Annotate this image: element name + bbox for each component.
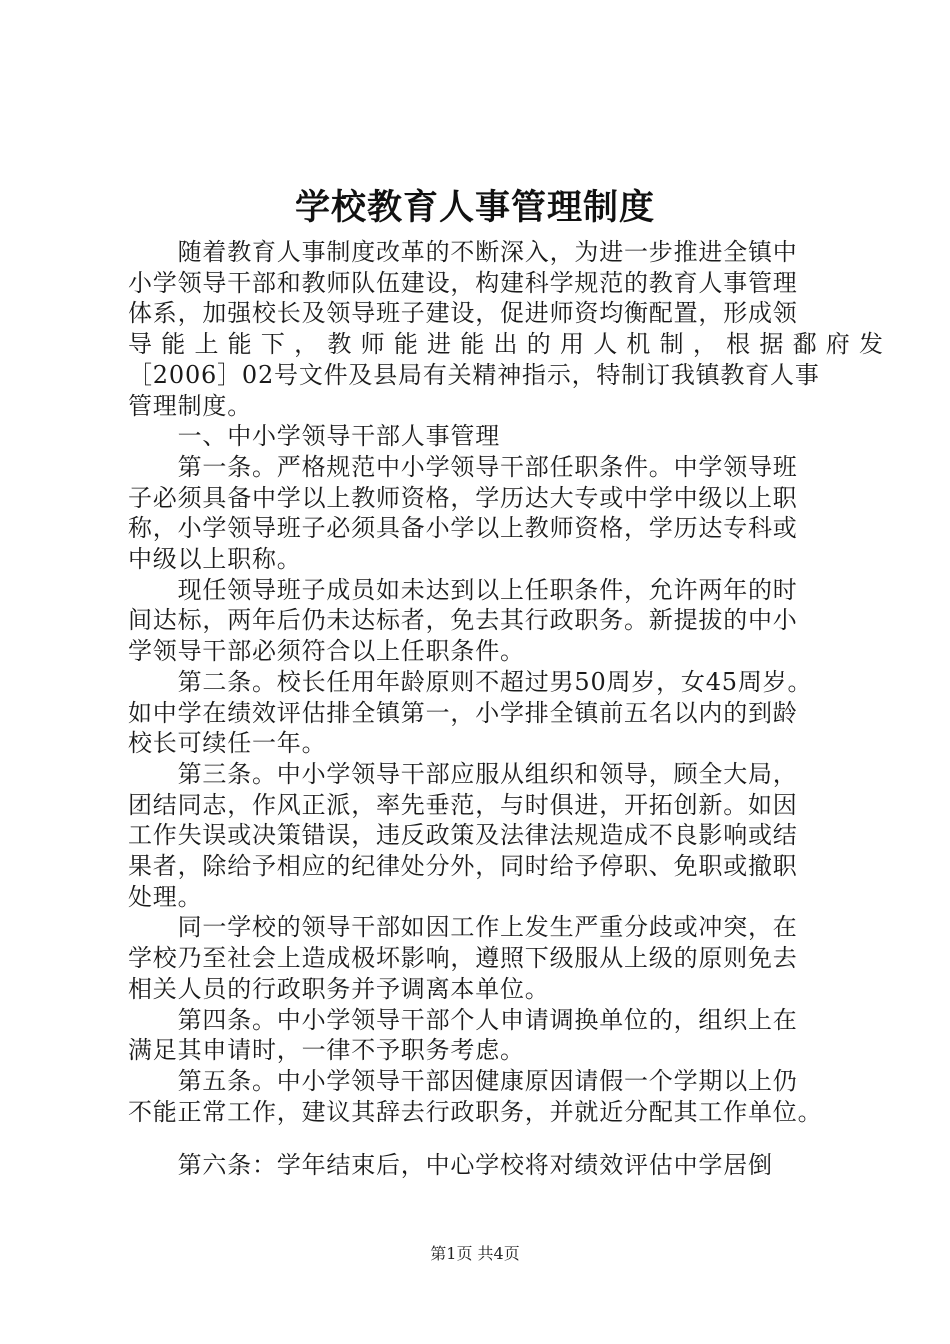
body-line: 学校乃至社会上造成极坏影响，遵照下级服从上级的原则免去: [128, 944, 798, 973]
body-line: 子必须具备中学以上教师资格，学历达大专或中学中级以上职: [128, 483, 798, 512]
body-line: 随着教育人事制度改革的不断深入，为进一步推进全镇中: [128, 238, 798, 266]
body-line: 如中学在绩效评估排全镇第一，小学排全镇前五名以内的到龄: [128, 698, 798, 727]
body-line: 学领导干部必须符合以上任职条件。: [128, 637, 525, 666]
body-line: 第二条。校长任用年龄原则不超过男50周岁，女45周岁。: [128, 667, 813, 696]
body-line: 第四条。中小学领导干部个人申请调换单位的，组织上在: [128, 1005, 798, 1034]
body-line: 处理。: [128, 882, 203, 911]
body-line: 团结同志，作风正派，率先垂范，与时俱进，开拓创新。如因: [128, 790, 798, 819]
body-line: 同一学校的领导干部如因工作上发生严重分歧或冲突，在: [128, 913, 798, 942]
body-line: ［2006］02号文件及县局有关精神指示，特制订我镇教育人事: [128, 360, 820, 389]
body-line: 小学领导干部和教师队伍建设，构建科学规范的教育人事管理: [128, 268, 798, 297]
body-line: 中级以上职称。: [128, 545, 302, 573]
body-line: 满足其申请时，一律不予职务考虑。: [128, 1036, 525, 1065]
body-line: 不能正常工作，建议其辞去行政职务，并就近分配其工作单位。: [128, 1097, 823, 1126]
trailing-line: 第六条：学年结束后，中心学校将对绩效评估中学居倒: [128, 1151, 773, 1179]
body-line: 间达标，两年后仍未达标者，免去其行政职务。新提拔的中小: [128, 606, 798, 635]
body-line: 称，小学领导班子必须具备小学以上教师资格，学历达专科或: [128, 514, 798, 543]
body-line: 导 能 上 能 下 ， 教 师 能 进 能 出 的 用 人 机 制 ， 根 据 鄱 府 发: [128, 330, 884, 359]
body-line: 相关人员的行政职务并予调离本单位。: [128, 974, 550, 1003]
section-heading: 一、中小学领导干部人事管理: [128, 422, 500, 451]
body-line: 果者，除给予相应的纪律处分外，同时给予停职、免职或撤职: [128, 852, 798, 880]
body-line: 第三条。中小学领导干部应服从组织和领导，顾全大局，: [128, 759, 798, 788]
body-line: 第五条。中小学领导干部因健康原因请假一个学期以上仍: [128, 1066, 798, 1095]
page-indicator: 第1页 共4页: [430, 1244, 520, 1263]
body-line: 校长可续任一年。: [128, 729, 327, 758]
body-line: 现任领导班子成员如未达到以上任职条件，允许两年的时: [128, 575, 798, 604]
body-line: 工作失误或决策错误，违反政策及法律法规造成不良影响或结: [128, 821, 798, 850]
body-line: 第一条。严格规范中小学领导干部任职条件。中学领导班: [128, 452, 798, 481]
body-line: 体系，加强校长及领导班子建设，促进师资均衡配置，形成领: [128, 299, 798, 328]
document-title: 学校教育人事管理制度: [294, 187, 655, 228]
body-line: 管理制度。: [128, 391, 252, 420]
